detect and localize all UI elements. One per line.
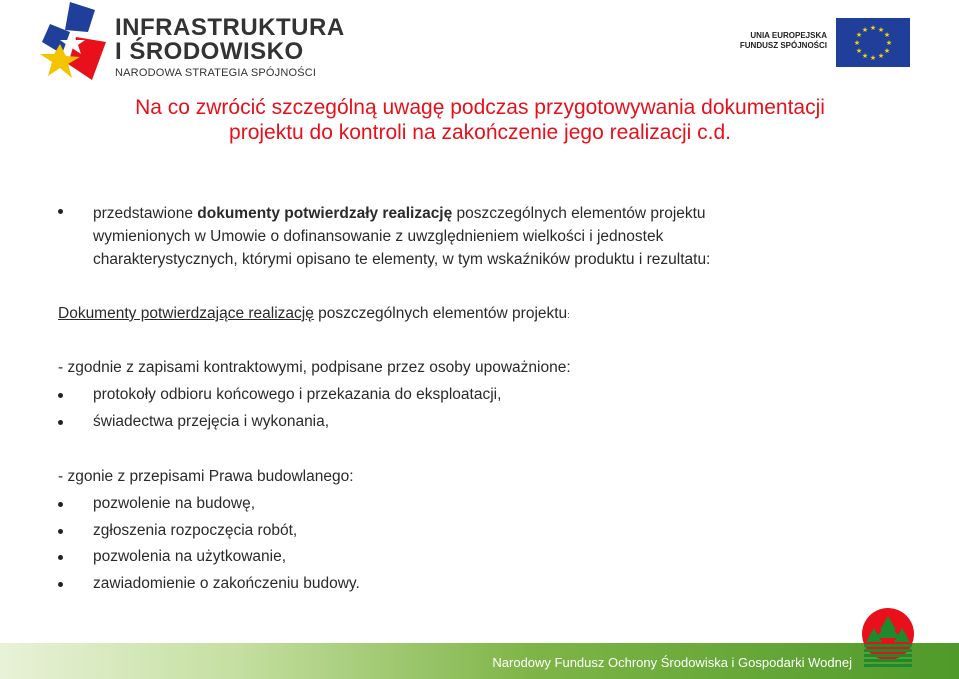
svg-text:★: ★ [861, 52, 869, 60]
documents-heading-underlined: Dokumenty potwierdzające realizację [58, 305, 314, 322]
documents-heading-colon: : [567, 310, 570, 320]
list-item [58, 386, 501, 404]
eu-flag-icon [836, 18, 910, 67]
intro-text-line3: charakterystycznych, którymi opisano te elementy, w tym wskaźników produktu i rezultatu: [93, 251, 711, 268]
intro-text-line2: wymienionych w Umowie o dofinansowanie z uwzględnieniem wielkości i jednostek [93, 228, 664, 245]
eu-label [727, 31, 827, 51]
program-name-line2: I ŚRODOWISKO [115, 38, 304, 65]
svg-text:★: ★ [855, 47, 863, 55]
svg-text:★: ★ [877, 52, 885, 60]
intro-text-part3: poszczególnych elementów projektu [452, 205, 706, 222]
svg-text:★: ★ [883, 47, 891, 55]
bullet-icon [58, 582, 63, 587]
svg-text:★: ★ [853, 39, 861, 47]
documents-heading [58, 305, 570, 323]
bullet-icon [58, 502, 63, 507]
svg-text:★: ★ [869, 24, 877, 32]
bullet-icon [58, 555, 63, 560]
page-title [60, 95, 900, 145]
bullet-icon [58, 529, 63, 534]
infrastruktura-srodowisko-logo [40, 2, 110, 82]
list-item [58, 413, 329, 431]
intro-text-bold: dokumenty potwierdzały realizację [197, 205, 453, 222]
footer-text: Narodowy Fundusz Ochrony Środowiska i Gospodarki Wodnej [492, 655, 852, 670]
svg-text:★: ★ [869, 54, 877, 62]
list-item [58, 548, 286, 566]
footer-bar [0, 643, 959, 679]
list-item-text: pozwolenia na użytkowanie, [93, 548, 287, 565]
intro-text-part1: przedstawione [93, 205, 198, 222]
nfosigw-logo [860, 608, 916, 670]
svg-text:★: ★ [855, 31, 863, 39]
list-item-text: zawiadomienie o zakończeniu budowy. [93, 575, 360, 592]
eu-label-line1: UNIA EUROPEJSKA [750, 31, 827, 40]
list-item-text: świadectwa przejęcia i wykonania, [93, 413, 330, 430]
section2-heading: - zgonie z przepisami Prawa budowlanego: [58, 468, 354, 485]
bullet-icon [58, 209, 63, 214]
documents-heading-rest: poszczególnych elementów projektu [313, 305, 568, 322]
bullet-icon [58, 420, 63, 425]
list-item-text: protokoły odbioru końcowego i przekazania do eksploatacji, [93, 386, 502, 403]
list-item [58, 495, 255, 513]
title-line1: Na co zwrócić szczególną uwagę podczas przygotowywania dokumentacji [135, 96, 825, 119]
list-item [58, 522, 297, 540]
svg-text:★: ★ [877, 26, 885, 34]
list-item-text: pozwolenie na budowę, [93, 495, 256, 512]
svg-text:★: ★ [885, 39, 893, 47]
list-item-text: zgłoszenia rozpoczęcia robót, [93, 522, 298, 539]
header [0, 0, 959, 86]
svg-text:★: ★ [861, 26, 869, 34]
svg-text:★: ★ [883, 31, 891, 39]
bullet-icon [58, 393, 63, 398]
list-item [58, 575, 360, 593]
program-name-line1: INFRASTRUKTURA [115, 14, 345, 41]
section1-heading: - zgodnie z zapisami kontraktowymi, podpisane przez osoby upoważnione: [58, 359, 571, 376]
intro-bullet [58, 202, 710, 271]
eu-label-line2: FUNDUSZ SPÓJNOŚCI [739, 41, 827, 50]
program-subtitle: NARODOWA STRATEGIA SPÓJNOŚCI [115, 67, 317, 79]
title-line2: projektu do kontroli na zakończenie jego realizacji c.d. [229, 121, 731, 144]
